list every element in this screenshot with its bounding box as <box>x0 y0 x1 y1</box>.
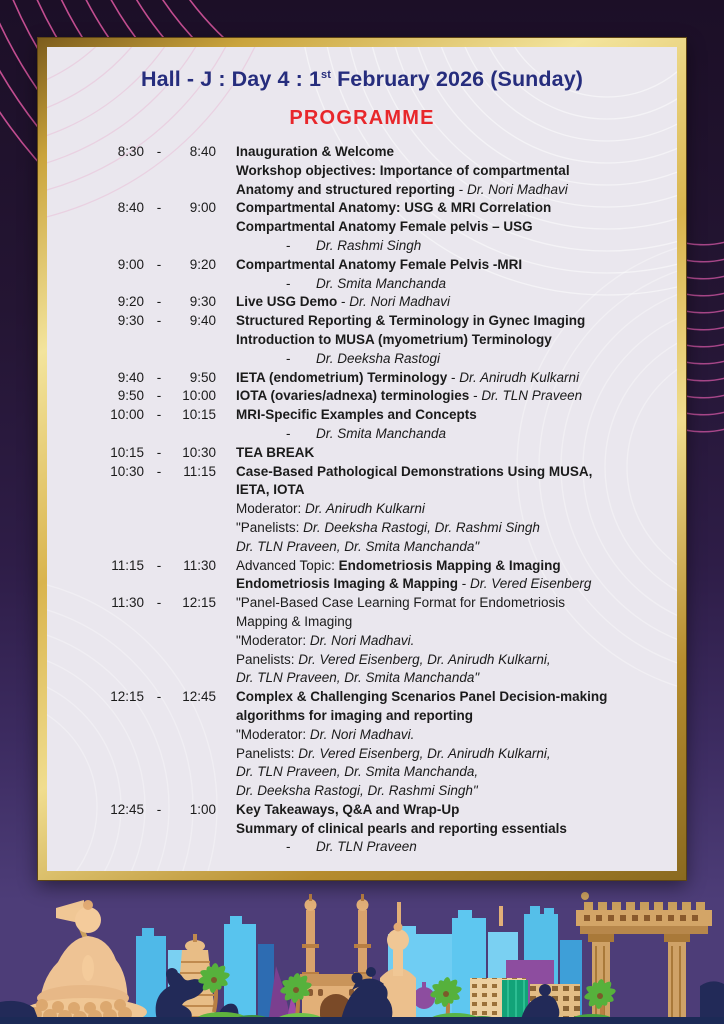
session-line <box>236 557 677 576</box>
session-details <box>236 444 677 463</box>
time-start: 10:00 <box>110 407 144 423</box>
time-range <box>47 256 216 275</box>
text-italic: Dr. Deeksha Rastogi, Dr. Rashmi Singh <box>303 519 540 535</box>
session-details <box>236 143 677 199</box>
session-details <box>236 801 677 857</box>
session-line <box>236 801 677 820</box>
text-regular: - <box>447 369 460 385</box>
session-details <box>236 557 677 595</box>
time-range <box>47 444 216 463</box>
session-details <box>236 293 677 312</box>
text-italic: Dr. TLN Praveen <box>481 388 583 404</box>
text-italic: Dr. TLN Praveen <box>316 839 417 855</box>
session-details <box>236 406 677 444</box>
session-line <box>236 293 677 312</box>
card-content <box>47 47 677 857</box>
text-bold: Summary of clinical pearls and reporting essentials <box>236 820 567 836</box>
session-details <box>236 199 677 255</box>
time-start: 9:00 <box>117 256 144 272</box>
time-start: 8:40 <box>117 200 144 216</box>
time-separator: - <box>156 200 162 216</box>
session-line <box>236 688 677 707</box>
session-details <box>236 594 677 688</box>
text-bold: Key Takeaways, Q&A and Wrap-Up <box>236 801 460 817</box>
session-line <box>236 218 677 237</box>
time-start: 12:15 <box>110 689 144 705</box>
session-line <box>236 143 677 162</box>
text-italic: Dr. Nori Madhavi. <box>309 632 415 648</box>
time-separator: - <box>156 313 162 329</box>
text-italic: Dr. Vered Eisenberg, Dr. Anirudh Kulkarni, <box>298 745 551 761</box>
speaker-bullet: - <box>286 839 291 855</box>
schedule <box>47 143 677 857</box>
programme-heading: PROGRAMME <box>289 107 435 129</box>
session-line <box>236 763 677 782</box>
text-bold: algorithms for imaging and reporting <box>236 707 474 723</box>
time-separator: - <box>156 407 162 423</box>
session-line <box>236 350 677 369</box>
text-regular: "Moderator: <box>236 632 310 648</box>
programme-card <box>47 47 677 871</box>
text-italic: Dr. Anirudh Kulkarni <box>305 501 425 517</box>
session-line <box>236 406 677 425</box>
time-range <box>47 594 216 613</box>
time-separator: - <box>156 256 162 272</box>
text-bold: Endometriosis Imaging & Mapping <box>236 576 459 592</box>
text-bold: Inauguration & Welcome <box>236 144 395 159</box>
text-italic: Dr. Deeksha Rastogi <box>316 350 441 366</box>
session-line <box>236 613 677 632</box>
schedule-row <box>47 312 677 368</box>
time-range <box>47 801 216 820</box>
text-bold: Compartmental Anatomy: USG & MRI Correlation <box>236 200 552 216</box>
session-line <box>236 651 677 670</box>
text-regular: - <box>469 388 482 404</box>
text-bold: IETA, IOTA <box>236 482 305 498</box>
time-end: 11:15 <box>183 463 216 479</box>
text-regular: - <box>458 576 471 592</box>
text-bold: Endometriosis Mapping & Imaging <box>338 557 561 573</box>
time-range <box>47 688 216 707</box>
text-bold: MRI-Specific Examples and Concepts <box>236 407 477 423</box>
speaker-bullet: - <box>286 237 291 253</box>
time-end: 1:00 <box>189 801 216 817</box>
session-line <box>236 387 677 406</box>
text-regular: Panelists: <box>236 651 299 667</box>
time-start: 11:30 <box>111 595 144 611</box>
session-line <box>236 745 677 764</box>
time-start: 9:40 <box>117 369 144 385</box>
text-italic: Dr. TLN Praveen, Dr. Smita Manchanda" <box>236 538 480 554</box>
text-italic: Dr. Nori Madhavi <box>467 181 568 197</box>
text-bold: Case-Based Pathological Demonstrations Using MUSA, <box>236 463 593 479</box>
session-line <box>236 594 677 613</box>
schedule-row <box>47 406 677 444</box>
text-bold: IETA (endometrium) Terminology <box>236 369 448 385</box>
schedule-row <box>47 801 677 857</box>
session-line <box>236 838 677 857</box>
text-regular: "Panelists: <box>236 519 304 535</box>
text-bold: IOTA (ovaries/adnexa) terminologies <box>236 388 470 404</box>
text-italic: Dr. Smita Manchanda <box>316 425 447 441</box>
text-bold: Anatomy and structured reporting <box>236 181 456 197</box>
text-bold: Compartmental Anatomy Female Pelvis -MRI <box>236 256 523 272</box>
time-end: 8:40 <box>189 144 216 159</box>
text-italic: Dr. Smita Manchanda <box>316 275 447 291</box>
time-end: 10:30 <box>182 444 216 460</box>
time-end: 10:15 <box>182 407 216 423</box>
time-separator: - <box>156 463 162 479</box>
time-end: 10:00 <box>182 388 216 404</box>
text-bold: Workshop objectives: Importance of compartmental <box>236 162 570 178</box>
time-separator: - <box>156 689 162 705</box>
schedule-row <box>47 444 677 463</box>
time-separator: - <box>156 369 162 385</box>
text-regular: Mapping & Imaging <box>236 613 353 629</box>
text-regular: Panelists: <box>236 745 299 761</box>
session-line <box>236 463 677 482</box>
text-regular: Advanced Topic: <box>236 557 339 573</box>
text-bold: Compartmental Anatomy Female pelvis – USG <box>236 219 533 235</box>
time-start: 8:30 <box>117 144 144 159</box>
time-end: 9:30 <box>189 294 216 310</box>
time-separator: - <box>156 144 162 159</box>
text-regular: "Moderator: <box>236 726 310 742</box>
schedule-row <box>47 369 677 388</box>
time-start: 10:15 <box>110 444 144 460</box>
time-range <box>47 406 216 425</box>
time-separator: - <box>156 444 162 460</box>
time-range <box>47 387 216 406</box>
session-line <box>236 199 677 218</box>
session-line <box>236 726 677 745</box>
programme-card-frame <box>38 38 686 880</box>
session-line <box>236 275 677 294</box>
session-line <box>236 820 677 839</box>
text-italic: Dr. TLN Praveen, Dr. Smita Manchanda" <box>236 670 480 686</box>
ground-strip <box>0 1017 724 1024</box>
text-italic: Dr. Rashmi Singh <box>316 237 422 253</box>
session-line <box>236 181 677 200</box>
schedule-row <box>47 557 677 595</box>
title-ordinal-suffix: st <box>321 68 331 81</box>
schedule-row <box>47 387 677 406</box>
time-separator: - <box>156 557 162 573</box>
text-italic: Dr. Anirudh Kulkarni <box>459 369 580 385</box>
session-line <box>236 782 677 801</box>
schedule-row <box>47 293 677 312</box>
session-line <box>236 707 677 726</box>
session-line <box>236 256 677 275</box>
session-line <box>236 369 677 388</box>
session-line <box>236 500 677 519</box>
time-range <box>47 199 216 218</box>
title-prefix: Hall - J : Day 4 : 1 <box>140 67 322 91</box>
time-start: 11:15 <box>111 557 144 573</box>
time-separator: - <box>156 294 162 310</box>
session-details <box>236 387 677 406</box>
session-details <box>236 463 677 557</box>
text-regular: - <box>337 294 350 310</box>
time-start: 10:30 <box>110 463 144 479</box>
schedule-row <box>47 199 677 255</box>
text-regular: "Panel-Based Case Learning Format for Endometriosis <box>236 595 565 611</box>
time-start: 9:20 <box>117 294 144 310</box>
time-end: 12:15 <box>182 595 216 611</box>
session-details <box>236 256 677 294</box>
schedule-row <box>47 256 677 294</box>
speaker-bullet: - <box>286 350 291 366</box>
session-line <box>236 632 677 651</box>
text-bold: Introduction to MUSA (myometrium) Terminology <box>236 331 552 347</box>
time-end: 9:20 <box>189 256 216 272</box>
session-line <box>236 575 677 594</box>
session-line <box>236 519 677 538</box>
time-separator: - <box>156 801 162 817</box>
time-separator: - <box>156 595 162 611</box>
session-line <box>236 538 677 557</box>
time-end: 9:40 <box>189 313 216 329</box>
schedule-row <box>47 463 677 557</box>
time-end: 9:50 <box>189 369 216 385</box>
session-line <box>236 669 677 688</box>
session-line <box>236 237 677 256</box>
time-range <box>47 557 216 576</box>
time-start: 9:30 <box>117 313 144 329</box>
text-italic: Dr. Vered Eisenberg <box>470 576 592 592</box>
session-line <box>236 312 677 331</box>
skyline-illustration <box>0 874 724 1024</box>
time-range <box>47 293 216 312</box>
speaker-bullet: - <box>286 425 291 441</box>
time-range <box>47 463 216 482</box>
time-start: 12:45 <box>110 801 144 817</box>
time-range <box>47 143 216 162</box>
session-line <box>236 162 677 181</box>
session-details <box>236 312 677 368</box>
text-bold: TEA BREAK <box>236 444 315 460</box>
text-bold: Complex & Challenging Scenarios Panel Decision-making <box>236 689 608 705</box>
session-line <box>236 425 677 444</box>
time-separator: - <box>156 388 162 404</box>
time-start: 9:50 <box>117 388 144 404</box>
schedule-row <box>47 688 677 801</box>
schedule-row <box>47 594 677 688</box>
title-suffix: February 2026 (Sunday) <box>331 67 584 91</box>
time-end: 9:00 <box>189 200 216 216</box>
schedule-row <box>47 143 677 199</box>
time-range <box>47 369 216 388</box>
text-italic: Dr. Nori Madhavi. <box>309 726 415 742</box>
text-italic: Dr. Vered Eisenberg, Dr. Anirudh Kulkarni, <box>298 651 551 667</box>
time-end: 12:45 <box>182 689 216 705</box>
ramanuja-statue <box>23 900 147 1024</box>
page-title <box>47 67 677 92</box>
speaker-bullet: - <box>286 275 291 291</box>
text-regular: Moderator: <box>236 501 306 517</box>
session-details <box>236 688 677 801</box>
time-range <box>47 312 216 331</box>
text-bold: Structured Reporting & Terminology in Gynec Imaging <box>236 313 586 329</box>
session-line <box>236 444 677 463</box>
session-line <box>236 331 677 350</box>
session-line <box>236 481 677 500</box>
text-bold: Live USG Demo <box>236 294 338 310</box>
text-italic: Dr. Deeksha Rastogi, Dr. Rashmi Singh" <box>236 783 478 799</box>
text-italic: Dr. TLN Praveen, Dr. Smita Manchanda, <box>236 764 479 780</box>
text-italic: Dr. Nori Madhavi <box>349 294 451 310</box>
session-details <box>236 369 677 388</box>
text-regular: - <box>455 181 468 197</box>
time-end: 11:30 <box>183 557 216 573</box>
